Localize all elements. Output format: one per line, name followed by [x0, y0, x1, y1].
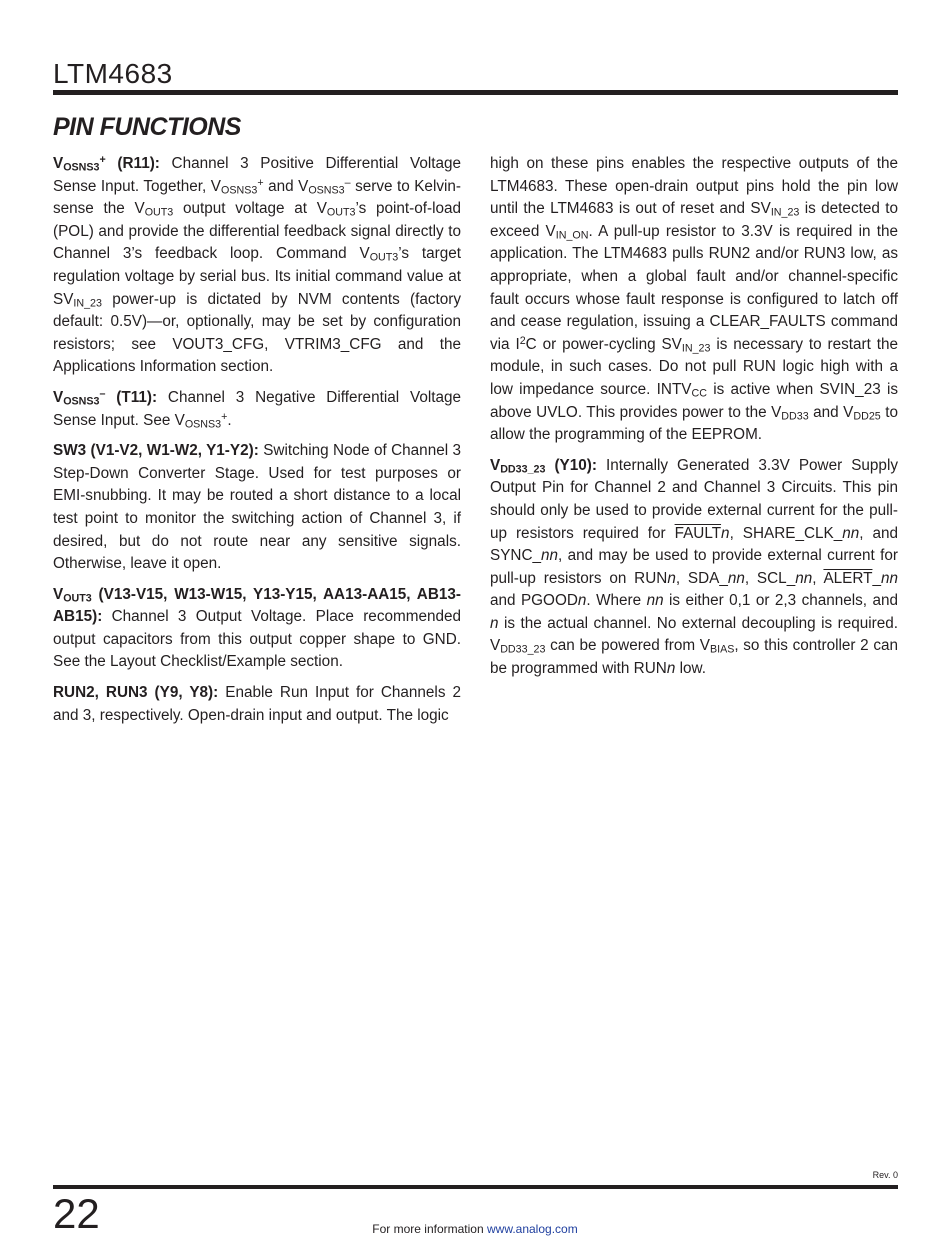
- left-column: [53, 153, 461, 735]
- pin-label: $V_{OSNS3}^-$ (T11):: [53, 388, 158, 408]
- footer-rule: [53, 1185, 898, 1189]
- footer-info: [0, 1222, 950, 1236]
- pin-label: RUN2, RUN3 (Y9, Y8):: [53, 684, 219, 702]
- part-number: LTM4683: [53, 58, 173, 89]
- pin-vdd33-23: $V_{DD33\_23}$ (Y10): Internally Generated 3.3V Power Supply Output Pin for Channel 2 and Channel 3 Circuits. This pin should only be used to provide external current for the pull-up resistors required for FAULTn, SHARE_CLK_nn, and SYNC_nn, and may be used to provide external current for pull-up resistors on RUNn, SDA_nn, SCL_nn, ALERT_nn and PGOODn. Where nn is either 0,1 or 2,3 channels, and n is the actual channel. No external decoupling is required. $V_{DD33\_23}$ can be powered from $V_{BIAS}$, so this controller 2 can be programmed with RUNn low.: [490, 456, 899, 678]
- section-title: PIN FUNCTIONS: [53, 113, 241, 141]
- pin-label: SW3 (V1-V2, W1-W2, Y1-Y2):: [53, 442, 259, 460]
- pin-label: $V_{OSNS3}^+$ (R11):: [53, 154, 160, 174]
- pin-run: RUN2, RUN3 (Y9, Y8): Enable Run Input for Channels 2 and 3, respectively. Open-drain input and output. The logic: [53, 684, 461, 724]
- footer-text: For more information: [372, 1222, 487, 1236]
- pin-run-continued: high on these pins enables the respective outputs of the LTM4683. These open-drain output pins hold the pin low until the LTM4683 is out of reset and $SV_{IN\_23}$ is detected to exceed $V_{IN\_ON}$. A pull-up resistor to 3.3V is required in the application. The LTM4683 pulls RUN2 and/or RUN3 low, as appropriate, when a global fault and/or channel-specific fault occurs whose fault response is configured to latch off and cease regulation, issuing a CLEAR_FAULTS command via $I^2C$ or power-cycling $SV_{IN\_23}$ is necessary to restart the module, in such cases. Do not pull RUN logic high with a low impedance source. $INTV_{CC}$ is active when SVIN_23 is above UVLO. This provides power to the $V_{DD33}$ and $V_{DD25}$ to allow the programming of the EEPROM.: [490, 155, 899, 444]
- revision-label: Rev. 0: [872, 1170, 898, 1180]
- pin-label: $V_{DD33\_23}$ (Y10):: [490, 456, 597, 476]
- right-column: [490, 153, 898, 689]
- pin-label: $V_{OUT3}$ (V13-V15, W13-W15, Y13-Y15, AA13-AA15, AB13-AB15):: [53, 585, 461, 626]
- page-number: 22: [53, 1190, 100, 1237]
- website-link[interactable]: www.analog.com: [486, 1222, 578, 1236]
- header-rule: [53, 90, 898, 95]
- pin-vosns3-positive: $V_{OSNS3}^+$ (R11): Channel 3 Positive Differential Voltage Sense Input. Together, $V_{OSNS3}^+$ and $V_{OSNS3}^-$ serve to Kelvin-sense the $V_{OUT3}$ output voltage at $V_{OUT3}’s$ point-of-load (POL) and provide the differential feedback signal directly to Channel 3’s feedback loop. Command $V_{OUT3}’s$ target regulation voltage by serial bus. Its initial command value at $SV_{IN\_23}$ power-up is dictated by NVM contents (factory default: 0.5V)—or, optionally, may be set by configuration resistors; see VOUT3_CFG, VTRIM3_CFG and the Applications Information section.: [53, 154, 462, 376]
- pin-vout3: $V_{OUT3}$ (V13-V15, W13-W15, Y13-Y15, AA13-AA15, AB13-AB15): Channel 3 Output Voltage. Place recommended output capacitors from this output copper shape to GND. See the Layout Checklist/Example section.: [53, 585, 461, 671]
- pin-sw3: SW3 (V1-V2, W1-W2, Y1-Y2): Switching Node of Channel 3 Step-Down Converter Stage. Used for test purposes or EMI-snubbing. It may be routed a short distance to a local test point to monitor the switching action of Channel 3, if desired, but do not route near any sensitive signals. Otherwise, leave it open.: [53, 442, 461, 573]
- pin-vosns3-negative: $V_{OSNS3}^-$ (T11): Channel 3 Negative Differential Voltage Sense Input. See $V_{OSNS3}^+$.: [53, 388, 461, 431]
